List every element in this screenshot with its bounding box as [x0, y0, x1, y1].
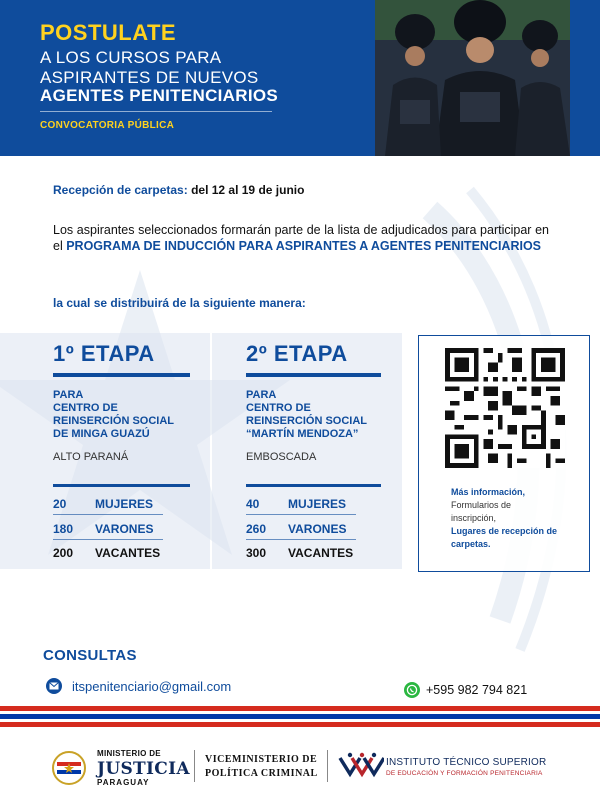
footer-divider: [327, 750, 328, 782]
qr-line3: inscripción,: [451, 513, 497, 523]
row-count: 260: [246, 522, 267, 536]
its-subtitle: DE EDUCACIÓN Y FORMACIÓN PENITENCIARIA: [386, 770, 543, 777]
stage-destination: PARA CENTRO DE REINSERCIÓN SOCIAL DE MINGA GUAZÚ: [53, 389, 175, 440]
title-subtitle: A LOS CURSOS PARA ASPIRANTES DE NUEVOS: [40, 48, 259, 87]
distribution-label: la cual se distribuirá de la siguiente manera:: [53, 296, 306, 310]
row-label: VARONES: [288, 522, 347, 536]
row-count: 180: [53, 522, 74, 536]
stage-row: [53, 522, 153, 536]
viceministry-line1: VICEMINISTERIO DE: [205, 754, 318, 765]
title-main: POSTULATE: [40, 20, 177, 45]
its-name: INSTITUTO TÉCNICO SUPERIOR: [386, 757, 547, 768]
qr-caption: [451, 486, 579, 551]
row-label: MUJERES: [95, 497, 154, 511]
row-count: 20: [53, 497, 67, 511]
header-divider: [40, 111, 272, 112]
ministry-seal-icon: [52, 751, 86, 785]
reception-label: Recepción de carpetas:: [53, 183, 188, 197]
row-label: VACANTES: [95, 546, 161, 560]
stage-row: [53, 497, 153, 511]
row-label: VACANTES: [288, 546, 354, 560]
flag-stripes: [0, 706, 600, 730]
header-edge: [570, 0, 600, 156]
row-count: 200: [53, 546, 74, 560]
row-divider: [246, 514, 356, 515]
footer-divider: [194, 750, 195, 782]
guards-photo: [375, 0, 570, 156]
stage-destination: PARA CENTRO DE REINSERCIÓN SOCIAL “MARTÍN MENDOZA”: [246, 389, 368, 440]
whatsapp-icon: [404, 682, 420, 698]
qr-more-info: Más información,: [451, 487, 526, 497]
stage-title: 2º ETAPA: [246, 341, 348, 366]
row-label: MUJERES: [288, 497, 347, 511]
row-label: VARONES: [95, 522, 154, 536]
stage-row: [53, 546, 160, 560]
stage-title: 1º ETAPA: [53, 341, 155, 366]
email-contact[interactable]: [46, 678, 231, 694]
qr-line2: Formularios de: [451, 500, 512, 510]
stage-region: EMBOSCADA: [246, 451, 317, 463]
qr-code[interactable]: [445, 348, 565, 468]
its-logo-icon: [338, 752, 384, 783]
intro-paragraph: [53, 222, 549, 254]
row-count: 40: [246, 497, 260, 511]
row-divider: [246, 539, 356, 540]
stage-2: [212, 333, 402, 569]
stage-mid-bar: [246, 484, 381, 487]
ministry-name: JUSTICIA: [97, 759, 190, 779]
stage-mid-bar: [53, 484, 190, 487]
convocatoria-label: CONVOCATORIA PÚBLICA: [40, 120, 175, 131]
title-strong: AGENTES PENITENCIARIOS: [40, 86, 279, 105]
stage-row: [246, 497, 346, 511]
reception-dates: [53, 183, 304, 197]
consultas-heading: CONSULTAS: [43, 647, 137, 664]
qr-line4: Lugares de recepción de carpetas.: [451, 526, 558, 549]
stage-1: [0, 333, 210, 569]
stage-title-bar: [246, 373, 381, 377]
reception-value: del 12 al 19 de junio: [191, 183, 305, 197]
qr-info-box: [418, 335, 590, 572]
footer-logos: [0, 730, 600, 785]
row-divider: [53, 514, 163, 515]
mail-icon: [46, 678, 62, 694]
stage-title-bar: [53, 373, 190, 377]
ministry-top: MINISTERIO DE: [97, 749, 161, 758]
row-divider: [53, 539, 163, 540]
stage-region: ALTO PARANÁ: [53, 451, 129, 463]
row-count: 300: [246, 546, 267, 560]
viceministry-line2: POLÍTICA CRIMINAL: [205, 768, 318, 779]
email-link[interactable]: itspenitenciario@gmail.com: [72, 678, 232, 694]
stage-row: [246, 522, 346, 536]
phone-contact[interactable]: [404, 682, 527, 698]
ministry-country: PARAGUAY: [97, 778, 150, 785]
intro-highlight: PROGRAMA DE INDUCCIÓN PARA ASPIRANTES A AGENTES PENITENCIARIOS: [66, 239, 542, 253]
phone-number[interactable]: +595 982 794 821: [426, 683, 528, 697]
intro-text: Los aspirantes seleccionados formarán parte de la lista de adjudicados para participar en el: [53, 223, 549, 253]
stage-row: [246, 546, 353, 560]
